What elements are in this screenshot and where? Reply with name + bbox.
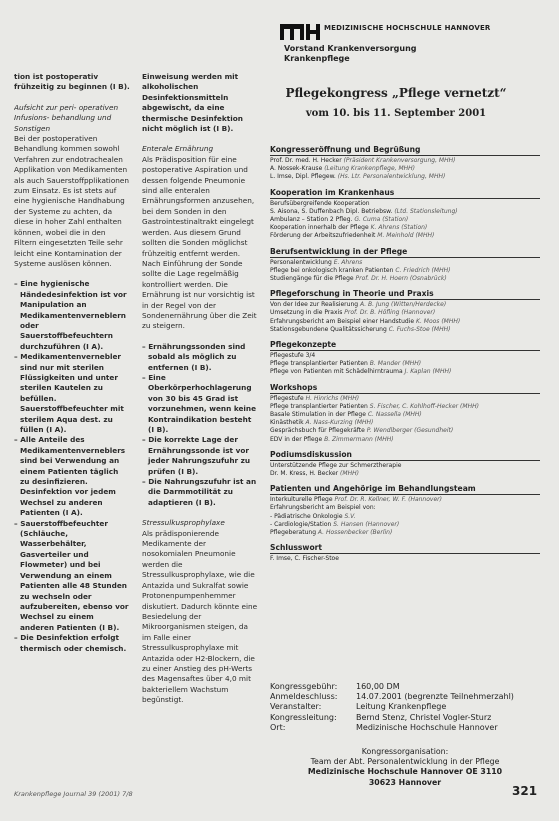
program-item: [270, 411, 540, 419]
program-item: [270, 275, 540, 283]
detail-value: Medizinische Hochschule Hannover: [356, 722, 498, 732]
program-item-title: Berufsübergreifende Kooperation: [270, 199, 370, 207]
program-item-speaker: M. Meinhold (MHH): [377, 232, 435, 240]
program-section-heading: Kongresseröffnung und Begrüßung: [270, 145, 540, 156]
program-item: [270, 513, 540, 521]
program-item-speaker: Prof. Dr. H. Hoern (Osnabrück): [355, 275, 447, 283]
program-item: [270, 419, 540, 427]
detail-label: Kongressleitung:: [270, 712, 337, 722]
program-item-speaker: S. Fischer, C. Kohlhoff-Hecker (MHH): [369, 402, 479, 410]
program-item-speaker: Prof. Dr. R. Kellner, W. F. (Hannover): [334, 496, 442, 504]
program-item-title: Dr. M. Kress, H. Becker: [270, 470, 339, 478]
article-column-1: [14, 72, 130, 782]
congress-details: [270, 682, 540, 733]
program-section: [270, 543, 540, 563]
organizer-block: [270, 747, 540, 788]
program-item-speaker: (Präsident Krankenversorgung, MHH): [343, 157, 456, 164]
program-section-heading: Patienten und Angehörige im Behandlungsteam: [270, 484, 540, 495]
program-item-speaker: P. Wendlberger (Gesundheit): [366, 427, 454, 435]
organizer-heading: Kongressorganisation:: [361, 747, 449, 756]
department-name: [284, 44, 416, 64]
detail-row: [270, 692, 540, 702]
department-line-1: Vorstand Krankenversorgung: [284, 44, 417, 53]
colB-paragraph: [142, 508, 258, 518]
program-item: [270, 496, 540, 504]
colA-paragraph: – Alle Anteile des Medikamentenverneblers sind bei Verwendung an einem Patienten täglich zu desinfizieren. Desinfektion vor jedem Wechsel zu anderen Patienten (I A).: [14, 435, 126, 518]
colB-paragraph: [142, 332, 258, 342]
program-item-title: Basale Stimulation in der Pflege: [270, 411, 366, 419]
program-item-speaker: K. Ahrens (Station): [370, 224, 428, 232]
colA-paragraph: [14, 93, 130, 103]
program-item: [270, 232, 540, 240]
program-section-heading: Berufsentwicklung in der Pflege: [270, 247, 540, 258]
program-item: [270, 368, 540, 376]
congress-title: Pflegekongress „Pflege vernetzt“: [285, 86, 507, 100]
program-item: [270, 403, 540, 411]
program-item-title: F. Imse, C. Fischer-Stoe: [270, 555, 339, 563]
program-section: [270, 145, 540, 182]
program-item-title: Stationsgebundene Qualitätssicherung: [270, 325, 387, 333]
program-item-title: Pflege transplantierter Patienten: [270, 402, 368, 410]
program-item: [270, 470, 540, 478]
program-item-speaker: G. Cuma (Station): [354, 216, 409, 224]
colB-paragraph: – Eine Oberkörperhochlagerung von 30 bis 45 Grad ist vorzunehmen, wenn keine Kontraindikation besteht (I B).: [142, 372, 257, 434]
program-item: [270, 395, 540, 403]
organizer-line-2: Medizinische Hochschule Hannover OE 3110: [307, 767, 503, 777]
program-item-speaker: A. Nass-Kurzing (MHH): [305, 419, 374, 427]
program-section: [270, 484, 540, 537]
organizer-line-1: Team der Abt. Personalentwicklung in der Pflege: [310, 757, 500, 767]
program-item: [270, 318, 540, 326]
program-section: [270, 247, 540, 284]
program-item-speaker: (Leitung Krankenpflege, MHH): [324, 165, 415, 173]
program-item-title: Unterstützende Pflege zur Schmerztherapie: [270, 461, 402, 469]
program-item-speaker: J. Kaplan (MHH): [404, 368, 452, 376]
program-item: [270, 165, 540, 173]
program-item-title: Personalentwicklung: [270, 258, 332, 266]
detail-label: Kongressgebühr:: [270, 682, 338, 691]
colA-paragraph: – Sauerstoffbefeuchter (Schläuche, Wasserbehälter, Gasverteiler und Flowmeter) und bei Verwendung an einem Patienten alle 48 Stunden zu wechseln oder aufzubereiten, ebenso vor Wechsel zu einem anderen Patienten (I B).: [14, 518, 129, 632]
program-item-speaker: (Hs. Ltr. Personalentwicklung, MHH): [337, 173, 446, 181]
program-item-title: Pflegestufe 3/4: [270, 352, 316, 360]
program-section: [270, 340, 540, 377]
program-item-speaker: H. Hinrichs (MHH): [305, 394, 360, 402]
colB-paragraph: – Die Nahrungszufuhr ist an die Darmmotilität zu adaptieren (I B).: [142, 477, 257, 507]
program-item-speaker: C. Fuchs-Stoe (MHH): [388, 325, 451, 333]
department-line-2: Krankenpflege: [284, 54, 350, 63]
detail-row: [270, 723, 540, 733]
program-item: [270, 267, 540, 275]
program-section-heading: Kooperation im Krankenhaus: [270, 188, 540, 199]
detail-label: Ort:: [270, 722, 286, 732]
congress-title-box: [268, 78, 524, 130]
program-item: [270, 360, 540, 368]
program-item-speaker: B. Zimmermann (MHH): [324, 435, 394, 443]
detail-row: [270, 702, 540, 712]
program-item: [270, 259, 540, 267]
program-section: [270, 383, 540, 444]
program-item-speaker: K. Moos (MHH): [416, 317, 461, 325]
program-item-title: Pflege transplantierter Patienten: [270, 360, 368, 368]
colB-paragraph: Als Prädisposition für eine postoperative Aspiration und dessen folgende Pneumonie sind alle enteralen Ernährungsformen anzusehen, bei dem Sonden in den Gastrointestinaltrakt eingelegt werden. Aus diesem Grund sollten die Sonden möglichst frühzeitig entfernt werden. Nach Einführung der Sonde sollte die Lage regelmäßig kontrolliert werden. Die Ernährung ist nur vorsichtig ist in der Regel von der Sondenernährung über die Zeit zu steigern.: [142, 154, 257, 331]
program-item: [270, 529, 540, 537]
program-item-speaker: A. Hossenbecker (Berlin): [317, 529, 393, 537]
program-item-speaker: S. Hansen (Hannover): [333, 520, 400, 528]
program-section-heading: Workshops: [270, 383, 540, 394]
detail-value: Leitung Krankenpflege: [356, 702, 447, 712]
program-item-speaker: E. Ahrens: [333, 258, 363, 266]
program-item-title: Pflege bei onkologisch kranken Patienten: [270, 266, 394, 274]
colB-paragraph: – Die korrekte Lage der Ernährungssonde ist vor jeder Nahrungszufuhr zu prüfen (I B).: [142, 435, 251, 476]
detail-label: Veranstalter:: [270, 702, 322, 712]
program-item-title: Interkulturelle Pflege: [270, 496, 333, 504]
program-item: [270, 504, 540, 512]
program-item-speaker: C. Nassella (MHH): [367, 411, 422, 419]
program-section: [270, 289, 540, 334]
program-item-title: Pflegeberatung: [270, 529, 316, 537]
program-item-title: Umsetzung in die Praxis: [270, 309, 343, 317]
program-section-heading: Schlusswort: [270, 543, 540, 554]
detail-row: [270, 713, 540, 723]
colA-paragraph: – Eine hygienische Händedesinfektion ist vor Manipulation an Medikamentenverneblern oder Sauerstoffbefeuchtern durchzuführen (I A).: [14, 279, 127, 351]
program-item: [270, 200, 540, 208]
program-section: [270, 450, 540, 478]
program-item-title: Gesprächsbuch für Pflegekräfte: [270, 427, 365, 435]
detail-value: Bernd Stenz, Christel Vogler-Sturz: [356, 712, 492, 722]
program-item: [270, 309, 540, 317]
colA-paragraph: tion ist postoperativ frühzeitig zu beginnen (I B).: [14, 72, 130, 92]
program-item-title: Prof. Dr. med. H. Hecker: [270, 157, 342, 164]
detail-label: Anmeldeschluss:: [270, 692, 338, 702]
colB-paragraph: Einweisung werden mit alkoholischen Desinfektionsmitteln abgewischt, da eine thermische Desinfektion nicht möglich ist (I B).: [142, 72, 243, 134]
program-item-speaker: (Ltd. Stationsleitung): [394, 207, 458, 215]
colA-paragraph: – Medikamentenvernebler sind nur mit sterilen Flüssigkeiten und unter sterilen Kautelen zu befüllen. Sauerstoffbefeuchter mit sterilem Aqua dest. zu füllen (I A).: [14, 352, 124, 434]
program-item: [270, 301, 540, 309]
program-section-heading: Pflegeforschung in Theorie und Praxis: [270, 289, 540, 300]
program-item: [270, 208, 540, 216]
program-item-title: - Pädiatrische Onkologie: [270, 512, 343, 520]
program-item-title: Kooperation innerhalb der Pflege: [270, 224, 369, 232]
congress-program: [270, 145, 540, 570]
colA-paragraph: – Die Desinfektion erfolgt thermisch oder chemisch.: [14, 633, 127, 653]
organizer-line-3: 30623 Hannover: [368, 777, 442, 787]
program-section-heading: Podiumsdiskussion: [270, 450, 540, 461]
program-item: [270, 521, 540, 529]
program-item-title: Ambulanz – Station 2 Pfleg.: [270, 216, 353, 224]
program-item-title: Erfahrungsbericht am Beispiel von:: [270, 504, 376, 512]
program-item: [270, 462, 540, 470]
program-item-speaker: (MHH): [340, 470, 359, 478]
congress-dates: vom 10. bis 11. September 2001: [305, 108, 487, 119]
program-item-speaker: S.V.: [344, 512, 356, 520]
program-item: [270, 436, 540, 444]
detail-value: 160,00 DM: [356, 682, 400, 691]
program-section: [270, 188, 540, 241]
detail-value: 14.07.2001 (begrenzte Teilnehmerzahl): [356, 692, 514, 702]
colB-paragraph: [142, 134, 258, 144]
program-section-heading: Pflegekonzepte: [270, 340, 540, 351]
program-item: [270, 326, 540, 334]
colA-paragraph: [14, 269, 130, 279]
program-item-title: Erfahrungsbericht am Beispiel einer Handstudie: [270, 317, 415, 325]
colB-paragraph: Enterale Ernährung: [142, 144, 214, 154]
program-item-title: Studiengänge für die Pflege: [270, 275, 354, 283]
program-item: [270, 352, 540, 360]
program-item: [270, 224, 540, 232]
program-item: [270, 173, 540, 181]
journal-footer: Krankenpflege Journal 39 (2001) 7/8: [14, 790, 133, 798]
program-item: [270, 216, 540, 224]
program-item-title: EDV in der Pflege: [270, 435, 323, 443]
article-column-2: [142, 72, 258, 782]
page-number: 321: [512, 784, 538, 798]
program-item-title: S. Aisona, S. Duffenbach Dipl. Betriebsw.: [270, 207, 393, 215]
program-item-title: Pflegestufe: [270, 394, 304, 402]
colB-paragraph: Als prädisponierende Medikamente der nosokomialen Pneumonie werden die Stressulkusprophylaxe, wie die Antazida und Sukralfat sowie Protonenpumpenhemmer diskutiert. Dadurch könnte eine Besiedelung der Mikroorganismen steigen, da im Falle einer Stressulkusprophylaxe mit Antazida oder H2-Blockern, die zu einer Anstieg des pH-Werts des Magensaftes über 4,0 mit bakteriellem Wachstum begünstigt.: [142, 528, 258, 705]
program-item-title: Pflege von Patienten mit Schädelhirntrauma: [270, 368, 403, 376]
colB-paragraph: – Ernährungssonden sind sobald als möglich zu entfernen (I B).: [142, 341, 246, 372]
mhh-logo-mark: [280, 22, 322, 42]
program-item: [270, 555, 540, 563]
program-item: [270, 427, 540, 435]
program-item-title: Von der Idee zur Realisierung: [270, 301, 359, 309]
colA-paragraph: Bei der postoperativen Behandlung kommen sowohl Verfahren zur endotrachealen Applikation von Medikamenten als auch Sauerstoffpplikationen zum Einsatz. Es ist stets auf eine hygienische Handhabung der Systeme zu achten, da diese in hoher Zahl enthalten können, wobei die in den Filtern eingesetzten Teile sehr leicht eine Kontamination der Systeme auslösen können.: [14, 134, 130, 268]
colA-paragraph: Aufsicht zur peri- operativen Infusions- behandlung und Sonstigen: [14, 102, 119, 133]
program-item-speaker: Prof. Dr. B. Höfling (Hannover): [344, 309, 436, 317]
program-item-title: A. Nossek-Krause: [270, 165, 323, 173]
program-item-speaker: B. Mander (MHH): [369, 360, 422, 368]
program-item-title: L. Imse, Dipl. Pflegew.: [270, 173, 336, 181]
detail-row: [270, 682, 540, 692]
program-item-speaker: A. B. Jung (Witten/Herdecke): [359, 301, 447, 309]
institution-name: MEDIZINISCHE HOCHSCHULE HANNOVER: [324, 24, 491, 32]
program-item-title: Förderung der Arbeitszufriedenheit: [270, 232, 376, 240]
program-item-title: - Cardiologie/Station: [270, 520, 332, 528]
program-item-title: Kinästhetik: [270, 419, 304, 427]
program-item: [270, 157, 540, 165]
colB-paragraph: Stressulkusprophylaxe: [142, 518, 225, 528]
program-item-speaker: C. Friedrich (MHH): [395, 266, 451, 274]
